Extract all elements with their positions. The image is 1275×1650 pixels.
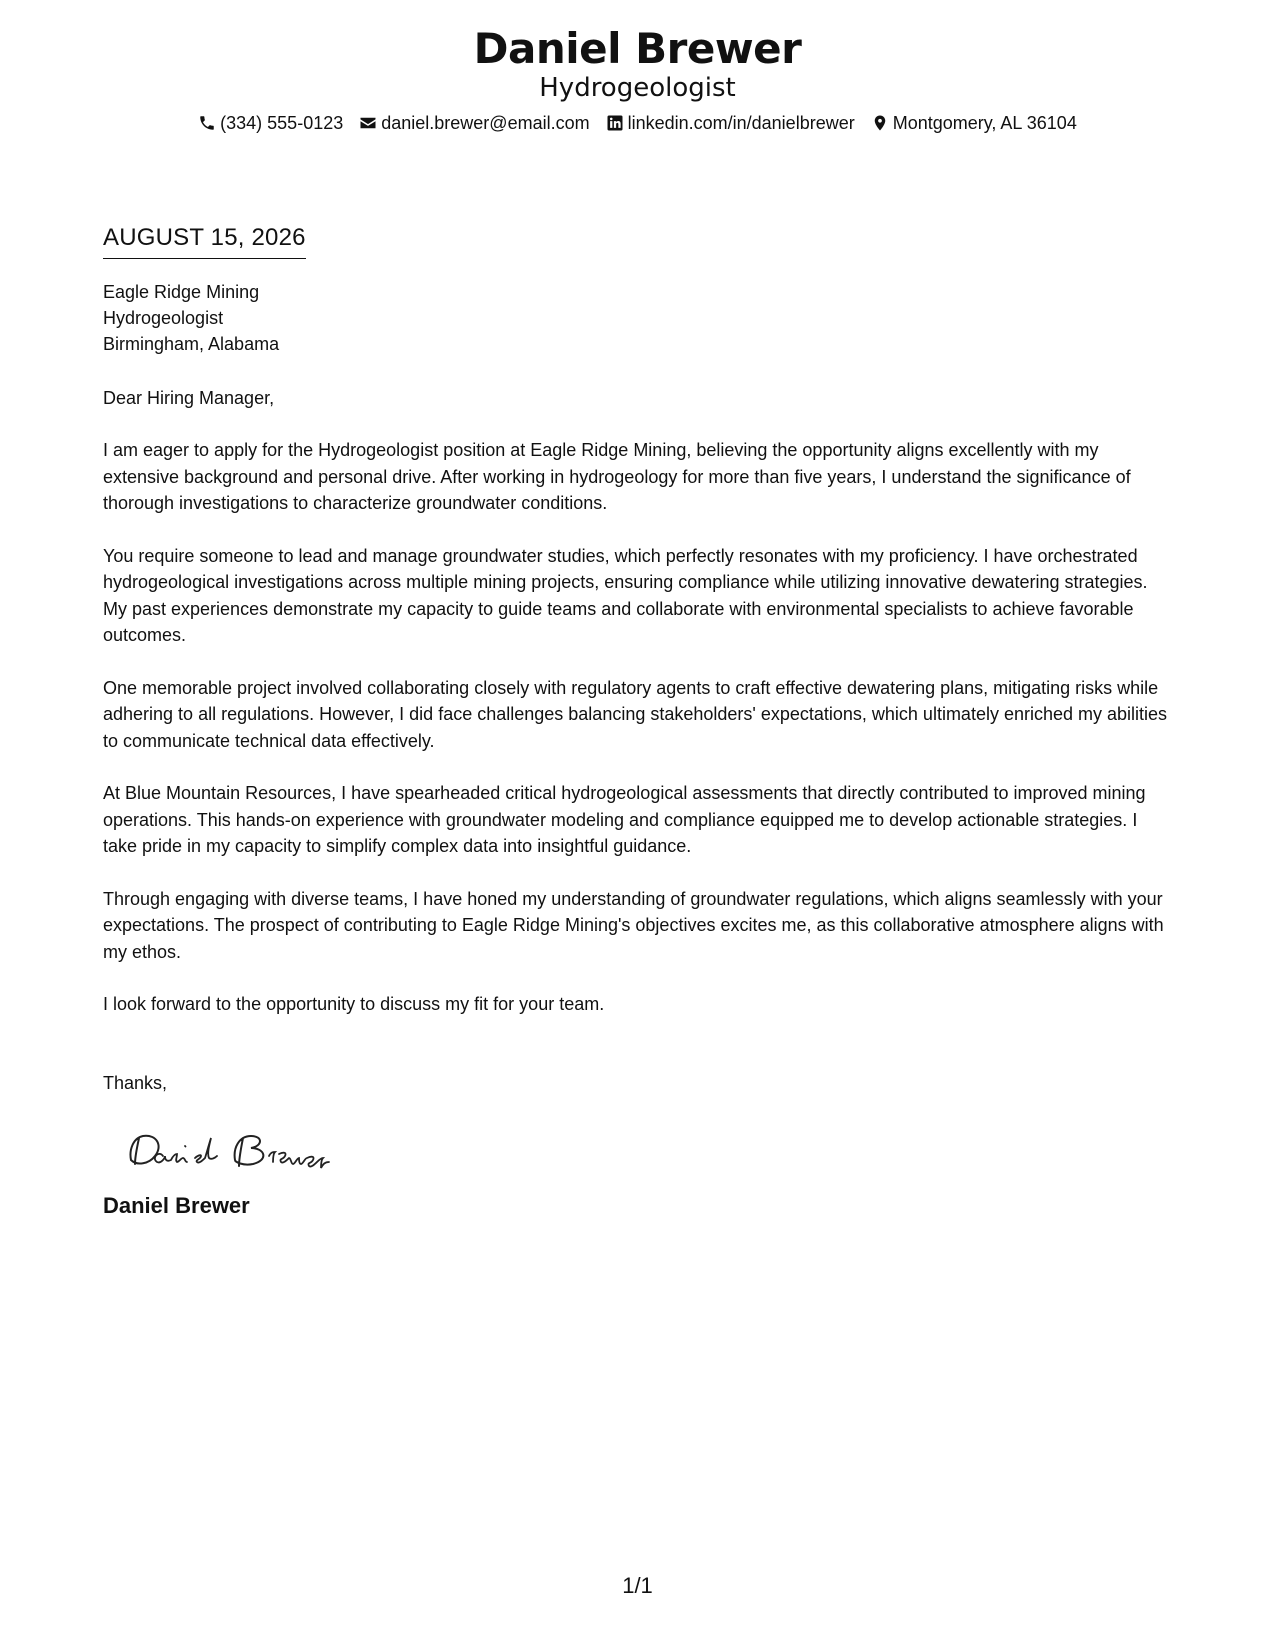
recipient-company: Eagle Ridge Mining [103,282,260,302]
recipient-block [103,279,1173,357]
contact-location [871,110,1077,136]
letter-date: AUGUST 15, 2026 [103,222,306,259]
body-paragraph: I am eager to apply for the Hydrogeologist position at Eagle Ridge Mining, believing the opportunity aligns excellently with my extensive background and personal drive. After working in hydrogeology for more than five years, I understand the significance of thorough investigations to characterize groundwater conditions. [103,440,1131,513]
signer-name: Daniel Brewer [103,1192,250,1218]
applicant-name: Daniel Brewer [473,24,802,73]
recipient-location: Birmingham, Alabama [103,334,280,354]
letter-body [103,222,1173,1220]
recipient-position: Hydrogeologist [103,308,224,328]
greeting: Dear Hiring Manager, [103,388,275,408]
body-paragraph: You require someone to lead and manage groundwater studies, which perfectly resonates with my proficiency. I have orchestrated hydrogeological investigations across multiple mining projects, ensuring compliance while utilizing innovative dewatering strategies. My past experiences demonstrate my capacity to guide teams and collaborate with environmental specialists to achieve favorable outcomes. [103,545,1148,645]
handwritten-signature [123,1124,353,1174]
closing: Thanks, [103,1072,168,1093]
map-pin-icon [871,114,889,132]
body-paragraph: At Blue Mountain Resources, I have spearheaded critical hydrogeological assessments that directly contributed to improved mining operations. This hands-on experience with groundwater modeling and compliance equipped me to develop actionable strategies. I take pride in my capacity to simplify complex data into insightful guidance. [103,783,1146,856]
phone-icon [198,114,216,132]
contact-email [359,110,589,136]
contact-email-text: daniel.brewer@email.com [381,113,590,133]
body-paragraph: I look forward to the opportunity to discuss my fit for your team. [103,994,605,1014]
contact-phone [198,110,343,136]
linkedin-icon [606,114,624,132]
letter-header [0,22,1275,136]
contact-phone-text: (334) 555-0123 [220,113,344,133]
envelope-icon [359,114,377,132]
body-paragraph: Through engaging with diverse teams, I have honed my understanding of groundwater regulations, which aligns seamlessly with your expectations. The prospect of contributing to Eagle Ridge Mining's objectives excites me, as this collaborative atmosphere aligns with my ethos. [103,888,1164,962]
applicant-title: Hydrogeologist [539,73,736,103]
contact-linkedin-text: linkedin.com/in/danielbrewer [627,113,855,133]
contact-row [0,110,1275,136]
body-paragraph: One memorable project involved collaborating closely with regulatory agents to craft effective dewatering plans, mitigating risks while adhering to all regulations. However, I did face challenges balancing stakeholders' expectations, which ultimately enriched my abilities to communicate technical data effectively. [103,677,1168,751]
contact-linkedin [606,110,855,136]
contact-location-text: Montgomery, AL 36104 [892,113,1077,133]
page-number: 1/1 [622,1573,653,1598]
